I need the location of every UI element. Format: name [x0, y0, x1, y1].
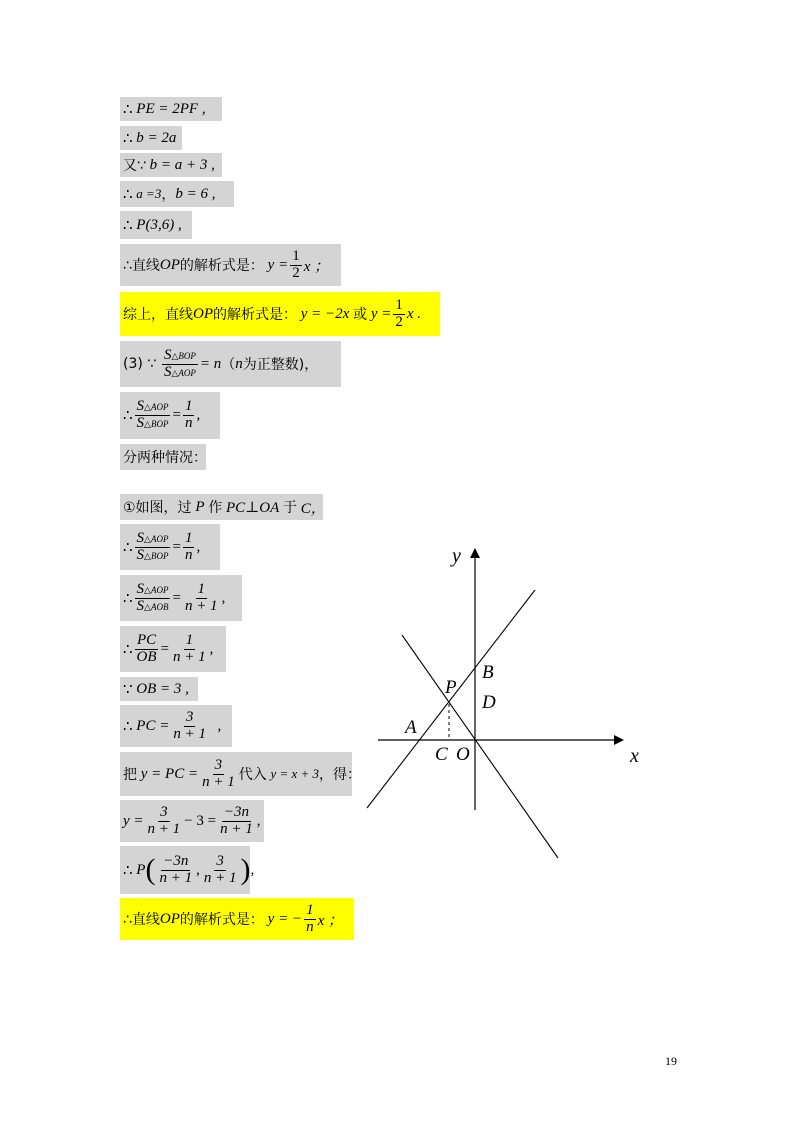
- paren: （: [221, 357, 236, 373]
- label-d: D: [482, 692, 496, 713]
- equation-tail: x ；: [303, 258, 330, 275]
- because-symbol: 又∵: [123, 158, 146, 174]
- line-point-p-coords: ∴ P ( $\frac{-3n}{n + 1}$ , $\frac{3}{n + 1}$ ) ,: [120, 846, 250, 894]
- fraction: $\frac{PC}{OB}$: [136, 631, 157, 665]
- therefore-symbol: ∴: [123, 101, 133, 118]
- note-text: 为正整数)，: [242, 357, 319, 373]
- equation-lhs: y =: [370, 305, 392, 322]
- label-text: 的解析式是：: [179, 258, 264, 274]
- area-ratio-fraction: $\frac{\text{S△AOP}}{\text{S△BOP}}$: [136, 529, 169, 563]
- area-ratio-fraction: $\frac{\text{S△AOP}}{\text{S△AOB}}$: [136, 580, 169, 614]
- fraction: $\frac{1}{n}$: [184, 529, 193, 563]
- b-value: b = 6 ,: [175, 185, 216, 202]
- fraction: $\frac{3}{n + 1}$: [203, 852, 237, 886]
- area-ratio-fraction: $\frac{\text{S△AOP}}{\text{S△BOP}}$: [136, 398, 169, 431]
- equation: b = a + 3 ,: [149, 156, 215, 173]
- equation-1: y = −2x: [300, 305, 350, 322]
- equation-tail: x .: [406, 305, 422, 322]
- label-p: P: [445, 677, 457, 698]
- variable-n: n: [235, 355, 243, 372]
- fraction: $\frac{1}{n}$: [306, 901, 314, 935]
- line-case1-heading: ①如图，过 P 作 PC⊥OA 于 C，: [120, 494, 323, 520]
- equation-lhs: y =: [267, 256, 289, 273]
- therefore-symbol: ∴: [123, 641, 133, 658]
- fraction: $\frac{1}{2}$: [395, 296, 403, 330]
- case-heading: 分两种情况：: [123, 450, 207, 466]
- fraction: $\frac{1}{n + 1}$: [173, 631, 206, 665]
- because-symbol: ∵: [123, 681, 133, 698]
- op-label: OP: [159, 256, 180, 273]
- a-value: a =3: [136, 186, 162, 201]
- line-op: [402, 635, 558, 858]
- label-x: x: [630, 745, 639, 767]
- therefore-symbol: ∴: [123, 408, 133, 424]
- fraction: $\frac{-3n}{n + 1}$: [159, 852, 193, 886]
- equation: = n: [199, 355, 222, 372]
- fraction: $\frac{3}{n + 1}$: [202, 756, 235, 790]
- or-text: 或: [353, 307, 368, 323]
- label-text: 综上，直线: [123, 307, 193, 323]
- op-label: OP: [159, 910, 180, 927]
- line-inverse-ratio: ∴ $\frac{\text{S△AOP}}{\text{S△BOP}}$ = $\frac{1}{n}$ ,: [120, 392, 220, 439]
- label-y: y: [452, 545, 461, 567]
- fraction: $\frac{3}{n + 1}$: [173, 708, 206, 742]
- line-ab: [367, 590, 535, 808]
- equation: PE = 2PF ,: [136, 100, 206, 117]
- left-paren: (: [145, 853, 156, 886]
- therefore-symbol: ∴: [123, 186, 133, 203]
- therefore-symbol: ∴: [123, 862, 133, 879]
- part-label: (3) ∵: [123, 356, 157, 372]
- therefore-symbol: ∴: [123, 718, 133, 735]
- line-pc-value: ∴ PC = $\frac{3}{n + 1}$ ,: [120, 705, 232, 747]
- right-paren: ): [240, 853, 251, 886]
- fraction: $\frac{1}{n + 1}$: [184, 580, 218, 614]
- label-c: C: [435, 744, 448, 765]
- area-ratio-fraction: $\frac{\text{S△BOP}}{\text{S△AOP}}$: [163, 346, 196, 380]
- line-op-result: ∴直线 OP 的解析式是： y = − $\frac{1}{n}$ x ；: [120, 898, 354, 940]
- page-number: 19: [665, 1054, 677, 1068]
- line-case1-ratio: ∴ $\frac{\text{S△AOP}}{\text{S△BOP}}$ = $\frac{1}{n}$ ,: [120, 524, 220, 570]
- label-text: ∴直线: [123, 258, 160, 274]
- line-substitute: 把 y = PC = $\frac{3}{n + 1}$ 代入 y = x + 3 ，得：: [120, 752, 352, 796]
- therefore-symbol: ∴: [123, 217, 133, 234]
- label-b: B: [482, 662, 494, 683]
- fraction: $\frac{3}{n + 1}$: [147, 803, 181, 837]
- fraction: $\frac{1}{2}$: [292, 247, 300, 281]
- separator: ，: [161, 187, 176, 203]
- op-label: OP: [193, 305, 213, 322]
- line-case1-ratio-aob: ∴ $\frac{\text{S△AOP}}{\text{S△AOB}}$ = $\frac{1}{n + 1}$ ,: [120, 575, 242, 621]
- fraction: $\frac{-3n}{n + 1}$: [220, 803, 253, 837]
- label-text: 的解析式是：: [213, 307, 297, 323]
- fraction: $\frac{1}{n}$: [184, 398, 193, 431]
- therefore-symbol: ∴: [123, 130, 133, 147]
- therefore-symbol: ∴: [123, 590, 133, 607]
- line-pc-ob-ratio: ∴ $\frac{PC}{OB}$ = $\frac{1}{n + 1}$ ,: [120, 626, 226, 672]
- label-o: O: [456, 744, 470, 765]
- point-expression: P(3,6) ,: [136, 216, 182, 233]
- equation: OB = 3 ,: [136, 680, 189, 697]
- label-a: A: [405, 717, 417, 738]
- equation: b = 2a: [136, 129, 177, 146]
- line-y-expression: y = $\frac{3}{n + 1}$ − 3 = $\frac{-3n}{n + 1}$ ,: [120, 800, 264, 842]
- therefore-symbol: ∴: [123, 539, 133, 556]
- label-text: ①如图，过: [123, 500, 192, 516]
